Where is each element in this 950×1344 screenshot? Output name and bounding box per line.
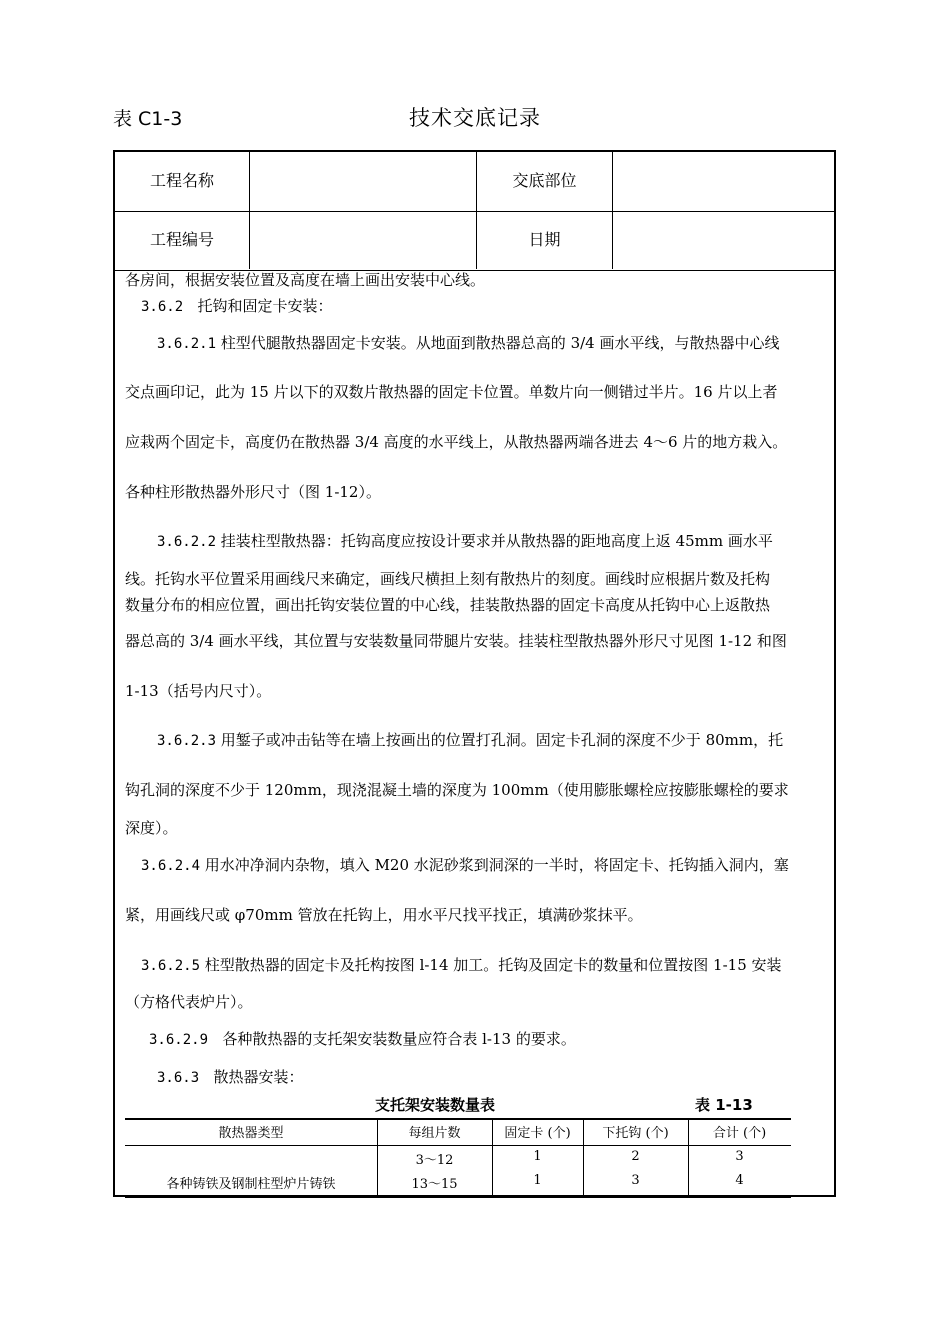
- table-header-cell: 合计 (个): [712, 1126, 767, 1141]
- clause-text: 用水冲净洞内杂物，填入 M20 水泥砂浆到洞深的一半时，将固定卡、托钩插入洞内，塞: [204, 856, 789, 874]
- clause-line: [157, 333, 779, 354]
- location-label: 交底部位: [512, 171, 577, 190]
- table-rule: [125, 1118, 791, 1120]
- location-value[interactable]: [613, 152, 834, 210]
- body-line: 各房间，根据安装位置及高度在墙上画出安装中心线。: [125, 271, 486, 289]
- body-line: 线。托钩水平位置采用画线尺来确定，画线尺横担上刻有散热片的刻度。画线时应根据片数及托构: [125, 570, 771, 588]
- clause-number: 3.6.2.5: [141, 958, 201, 974]
- table-header-cell: 每组片数: [408, 1126, 461, 1141]
- clause-line: [157, 730, 783, 751]
- radiator-type-cell: 各种铸铁及钢制柱型炉片铸铁: [166, 1177, 336, 1192]
- section-heading: [141, 296, 332, 317]
- table-cell: 3: [735, 1149, 744, 1164]
- table-cell: 13～15: [411, 1177, 458, 1192]
- clause-line: [149, 1029, 576, 1050]
- body-line: 数量分布的相应位置，画出托钩安装位置的中心线，挂装散热器的固定卡高度从托钩中心上返散热: [125, 596, 771, 614]
- clause-number: 3.6.2.3: [157, 733, 217, 749]
- project-no-label: 工程编号: [149, 230, 214, 249]
- table-cell: 3～12: [415, 1153, 454, 1168]
- clause-number: 3.6.2.9: [149, 1032, 209, 1048]
- body-line: 应栽两个固定卡，高度仍在散热器 3/4 高度的水平线上，从散热器两端各进去 4～6 片的地方栽入。: [125, 433, 788, 451]
- body-line: （方格代表炉片）。: [125, 993, 253, 1011]
- table-cell: 1: [533, 1173, 542, 1188]
- table-rule: [125, 1145, 791, 1146]
- body-line: 器总高的 3/4 画水平线，其位置与安装数量同带腿片安装。挂装柱型散热器外形尺寸见图 1-12 和图: [125, 632, 787, 650]
- table-cell: 4: [735, 1173, 744, 1188]
- body-line: 1-13（括号内尺寸）。: [125, 682, 272, 700]
- record-frame: [113, 150, 836, 1197]
- clause-number: 3.6.2.1: [157, 336, 217, 352]
- support-table-title: 支托架安装数量表: [375, 1096, 496, 1114]
- form-code: 表 C1-3: [113, 108, 183, 130]
- table-rule: [125, 1196, 791, 1198]
- body-line: 钩孔洞的深度不少于 120mm，现浇混凝土墙的深度为 100mm（使用膨胀螺栓应按膨胀螺栓的要求: [125, 781, 789, 799]
- support-quantity-table: [125, 1118, 791, 1197]
- clause-line: [157, 531, 773, 552]
- clause-number: 3.6.2.2: [157, 534, 217, 550]
- clause-line: [141, 855, 789, 876]
- table-cell: 1: [533, 1149, 542, 1164]
- clause-number: 3.6.2.4: [141, 858, 201, 874]
- clause-text: 托钩和固定卡安装：: [197, 297, 333, 315]
- clause-number: 3.6.2: [141, 299, 184, 315]
- table-header-cell: 散热器类型: [218, 1126, 284, 1141]
- section-heading: [157, 1067, 303, 1088]
- project-no-value[interactable]: [250, 211, 476, 269]
- table-header-cell: 下托钩 (个): [602, 1126, 669, 1141]
- body-line: 紧，用画线尺或 φ70mm 管放在托钩上，用水平尺找平找正，填满砂浆抹平。: [125, 906, 643, 924]
- clause-text: 各种散热器的支托架安装数量应符合表 l-13 的要求。: [222, 1030, 576, 1048]
- date-value[interactable]: [613, 211, 834, 269]
- support-table-number: 表 1-13: [695, 1096, 753, 1114]
- table-cell: 2: [631, 1149, 640, 1164]
- table-header-cell: 固定卡 (个): [504, 1126, 571, 1141]
- clause-line: [141, 955, 782, 976]
- body-line: 深度）。: [125, 819, 178, 837]
- document-title: 技术交底记录: [409, 106, 541, 130]
- clause-text: 柱型散热器的固定卡及托构按图 l-14 加工。托钩及固定卡的数量和位置按图 1-15 安装: [204, 956, 782, 974]
- body-line: 交点画印记，此为 15 片以下的双数片散热器的固定卡位置。单数片向一侧错过半片。16 片以上者: [125, 383, 778, 401]
- clause-text: 挂装柱型散热器：托钩高度应按设计要求并从散热器的距地高度上返 45mm 画水平: [220, 532, 773, 550]
- table-cell: 3: [631, 1173, 640, 1188]
- clause-text: 散热器安装：: [213, 1068, 304, 1086]
- date-label: 日期: [528, 230, 561, 249]
- clause-text: 柱型代腿散热器固定卡安装。从地面到散热器总高的 3/4 画水平线，与散热器中心线: [220, 334, 780, 352]
- project-name-label: 工程名称: [149, 171, 214, 190]
- clause-number: 3.6.3: [157, 1070, 200, 1086]
- body-line: 各种柱形散热器外形尺寸（图 1-12）。: [125, 483, 381, 501]
- project-name-value[interactable]: [250, 152, 476, 210]
- clause-text: 用錾子或冲击钻等在墙上按画出的位置打孔洞。固定卡孔洞的深度不少于 80mm，托: [220, 731, 784, 749]
